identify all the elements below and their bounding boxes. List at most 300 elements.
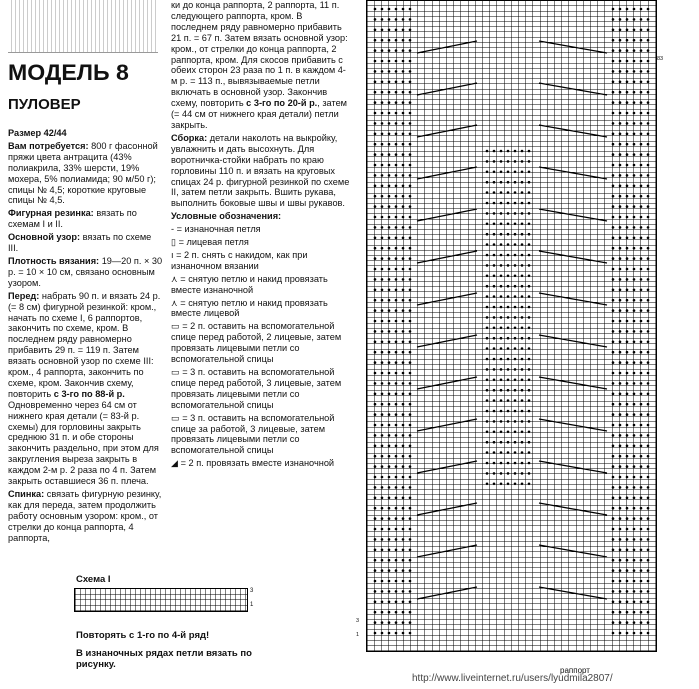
purl-dot (633, 60, 636, 63)
purl-dot (374, 528, 377, 531)
purl-dot (395, 393, 398, 396)
cable-stroke (539, 41, 607, 53)
purl-dot (402, 601, 405, 604)
purl-dot (612, 185, 615, 188)
purl-dot (626, 393, 629, 396)
purl-dot (640, 112, 643, 115)
purl-dot (612, 465, 615, 468)
purl-dot (640, 205, 643, 208)
purl-dot (612, 497, 615, 500)
purl-dot (612, 559, 615, 562)
purl-dot (388, 320, 391, 323)
purl-dot (514, 327, 517, 330)
purl-dot (647, 455, 650, 458)
purl-dot (633, 18, 636, 21)
purl-dot (395, 299, 398, 302)
purl-dot (388, 174, 391, 177)
cable-stroke (417, 125, 477, 137)
purl-dot (612, 49, 615, 52)
purl-dot (493, 212, 496, 215)
cable-stroke (539, 209, 607, 221)
purl-dot (374, 538, 377, 541)
purl-dot (374, 486, 377, 489)
purl-dot (395, 341, 398, 344)
purl-dot (619, 559, 622, 562)
purl-dot (409, 569, 412, 572)
purl-dot (381, 268, 384, 271)
purl-dot (409, 486, 412, 489)
back-continued: ки до конца раппорта, 2 раппорта, 11 п. следующего раппорта, кром. В последнем ряду равномерно прибавить 21 п. = 67 п. Затем вязать основной узор: кром., от стрелки до конца раппорта, 2 раппорта, кром. Для скосов прибавить с обеих сторон 23 раза по 1 п. в каждом 4-м р. = 113 п., вывязываемые петли включать в основной узор. Закончив схему, повторить с 3-го по 20-й р., затем (= 44 см от нижнего края детали) петли закрыть. (171, 0, 348, 130)
purl-dot (647, 143, 650, 146)
purl-dot (402, 507, 405, 510)
purl-dot (619, 497, 622, 500)
purl-dot (521, 191, 524, 194)
purl-dot (409, 205, 412, 208)
purl-dot (619, 195, 622, 198)
purl-dot (514, 171, 517, 174)
purl-dot (409, 8, 412, 11)
purl-dot (374, 8, 377, 11)
purl-dot (612, 330, 615, 333)
purl-dot (395, 445, 398, 448)
purl-dot (395, 486, 398, 489)
purl-dot (402, 632, 405, 635)
purl-dot (409, 122, 412, 125)
purl-dot (619, 580, 622, 583)
purl-dot (486, 472, 489, 475)
purl-dot (514, 347, 517, 350)
purl-dot (528, 160, 531, 163)
purl-dot (402, 60, 405, 63)
purl-dot (374, 112, 377, 115)
purl-dot (514, 223, 517, 226)
purl-dot (507, 316, 510, 319)
purl-dot (486, 451, 489, 454)
purl-dot (493, 254, 496, 257)
purl-dot (381, 341, 384, 344)
purl-dot (647, 351, 650, 354)
purl-dot (409, 361, 412, 364)
purl-dot (388, 538, 391, 541)
purl-dot (633, 559, 636, 562)
purl-dot (626, 517, 629, 520)
purl-dot (402, 621, 405, 624)
purl-dot (402, 497, 405, 500)
purl-dot (612, 413, 615, 416)
purl-dot (409, 91, 412, 94)
purl-dot (395, 101, 398, 104)
purl-dot (619, 216, 622, 219)
purl-dot (374, 372, 377, 375)
purl-dot (507, 150, 510, 153)
purl-dot (640, 8, 643, 11)
purl-dot (409, 320, 412, 323)
purl-dot (528, 243, 531, 246)
purl-dot (388, 476, 391, 479)
purl-dot (486, 202, 489, 205)
purl-dot (388, 517, 391, 520)
purl-dot (388, 29, 391, 32)
purl-dot (521, 254, 524, 257)
purl-dot (500, 441, 503, 444)
purl-dot (640, 226, 643, 229)
purl-dot (493, 483, 496, 486)
purl-dot (493, 202, 496, 205)
purl-dot (395, 590, 398, 593)
purl-dot (507, 327, 510, 330)
materials: Вам потребуется: 800 г фасонной пряжи цвета антрацита (43% полиакрила, 33% шерсти, 19% мохера, 5% полиамида; 90 м/50 г); спицы № 4,5; короткие круговые спицы № 4,5. (8, 140, 158, 206)
purl-dot (486, 295, 489, 298)
purl-dot (647, 122, 650, 125)
purl-dot (395, 247, 398, 250)
purl-dot (381, 393, 384, 396)
purl-dot (388, 49, 391, 52)
purl-dot (381, 434, 384, 437)
purl-dot (402, 528, 405, 531)
purl-dot (388, 60, 391, 63)
purl-dot (402, 216, 405, 219)
purl-dot (409, 517, 412, 520)
purl-dot (514, 285, 517, 288)
purl-dot (528, 431, 531, 434)
purl-dot (402, 91, 405, 94)
purl-dot (521, 347, 524, 350)
cable-stroke (417, 503, 477, 515)
purl-dot (514, 316, 517, 319)
purl-dot (381, 611, 384, 614)
purl-dot (374, 601, 377, 604)
purl-dot (381, 257, 384, 260)
purl-dot (395, 153, 398, 156)
purl-dot (514, 254, 517, 257)
purl-dot (619, 601, 622, 604)
purl-dot (521, 462, 524, 465)
purl-dot (507, 264, 510, 267)
purl-dot (388, 122, 391, 125)
purl-dot (374, 403, 377, 406)
purl-dot (388, 91, 391, 94)
purl-dot (647, 382, 650, 385)
purl-dot (507, 160, 510, 163)
purl-dot (388, 497, 391, 500)
purl-dot (381, 29, 384, 32)
purl-dot (507, 285, 510, 288)
purl-dot (395, 621, 398, 624)
purl-dot (640, 528, 643, 531)
purl-dot (640, 486, 643, 489)
purl-dot (633, 486, 636, 489)
scheme-1-title: Схема I (76, 574, 111, 585)
purl-dot (647, 611, 650, 614)
purl-dot (381, 361, 384, 364)
purl-dot (388, 133, 391, 136)
purl-dot (633, 507, 636, 510)
purl-dot (612, 216, 615, 219)
purl-dot (626, 216, 629, 219)
purl-dot (402, 361, 405, 364)
purl-dot (395, 497, 398, 500)
purl-dot (626, 153, 629, 156)
purl-dot (486, 150, 489, 153)
purl-dot (374, 413, 377, 416)
purl-dot (647, 632, 650, 635)
purl-dot (647, 91, 650, 94)
purl-dot (493, 462, 496, 465)
purl-dot (409, 611, 412, 614)
purl-dot (402, 247, 405, 250)
purl-dot (374, 143, 377, 146)
purl-dot (388, 289, 391, 292)
legend-item: ⋏ = снятую петлю и накид провязать вместе лицевой (171, 297, 328, 319)
purl-dot (500, 368, 503, 371)
cable-stroke (417, 335, 477, 347)
purl-dot (409, 81, 412, 84)
purl-dot (486, 347, 489, 350)
purl-dot (612, 382, 615, 385)
purl-dot (521, 410, 524, 413)
purl-dot (374, 153, 377, 156)
purl-dot (507, 243, 510, 246)
purl-dot (486, 410, 489, 413)
repeat-label: раппорт (560, 666, 590, 675)
purl-dot (507, 472, 510, 475)
purl-dot (402, 289, 405, 292)
purl-dot (528, 379, 531, 382)
purl-dot (486, 306, 489, 309)
cable-stroke (417, 461, 477, 473)
purl-dot (486, 160, 489, 163)
purl-dot (612, 60, 615, 63)
purl-dot (633, 8, 636, 11)
purl-dot (409, 299, 412, 302)
purl-dot (500, 389, 503, 392)
purl-dot (500, 285, 503, 288)
purl-dot (500, 171, 503, 174)
purl-dot (528, 316, 531, 319)
purl-dot (619, 8, 622, 11)
chart-row-3: 3 (356, 618, 360, 624)
purl-dot (640, 289, 643, 292)
purl-dot (633, 112, 636, 115)
purl-dot (640, 434, 643, 437)
purl-dot (647, 445, 650, 448)
purl-dot (612, 601, 615, 604)
purl-dot (500, 327, 503, 330)
purl-dot (374, 39, 377, 42)
purl-dot (500, 233, 503, 236)
purl-dot (500, 202, 503, 205)
purl-dot (381, 538, 384, 541)
purl-dot (395, 60, 398, 63)
purl-dot (381, 590, 384, 593)
purl-dot (395, 330, 398, 333)
purl-dot (388, 559, 391, 562)
purl-dot (493, 306, 496, 309)
purl-dot (374, 361, 377, 364)
purl-dot (493, 285, 496, 288)
purl-dot (402, 309, 405, 312)
purl-dot (381, 320, 384, 323)
purl-dot (514, 264, 517, 267)
purl-dot (493, 399, 496, 402)
purl-dot (374, 424, 377, 427)
purl-dot (626, 486, 629, 489)
purl-dot (647, 569, 650, 572)
purl-dot (626, 39, 629, 42)
purl-dot (612, 632, 615, 635)
purl-dot (493, 275, 496, 278)
purl-dot (640, 632, 643, 635)
purl-dot (626, 195, 629, 198)
middle-column (171, 0, 351, 471)
purl-dot (402, 382, 405, 385)
purl-dot (640, 330, 643, 333)
purl-dot (395, 237, 398, 240)
purl-dot (500, 306, 503, 309)
purl-dot (402, 424, 405, 427)
purl-dot (626, 341, 629, 344)
purl-dot (633, 309, 636, 312)
purl-dot (388, 393, 391, 396)
purl-dot (619, 70, 622, 73)
back-instructions: Спинка: связать фигурную резинку, как для переда, затем продолжить работу основным узором: кром., от стрелки до конца раппорта, 4 раппорта, (8, 489, 162, 543)
purl-dot (409, 18, 412, 21)
purl-dot (493, 233, 496, 236)
purl-dot (647, 330, 650, 333)
purl-dot (388, 351, 391, 354)
purl-dot (409, 601, 412, 604)
purl-dot (402, 39, 405, 42)
purl-dot (486, 264, 489, 267)
purl-dot (388, 403, 391, 406)
purl-dot (409, 393, 412, 396)
purl-dot (507, 462, 510, 465)
purl-dot (500, 431, 503, 434)
purl-dot (640, 424, 643, 427)
purl-dot (633, 382, 636, 385)
purl-dot (619, 185, 622, 188)
purl-dot (647, 278, 650, 281)
purl-dot (612, 517, 615, 520)
purl-dot (640, 91, 643, 94)
purl-dot (395, 91, 398, 94)
purl-dot (626, 465, 629, 468)
purl-dot (486, 212, 489, 215)
purl-dot (633, 601, 636, 604)
purl-dot (633, 205, 636, 208)
purl-dot (374, 91, 377, 94)
purl-dot (395, 18, 398, 21)
scheme-1-row-1: 1 (250, 602, 254, 608)
purl-dot (612, 538, 615, 541)
purl-dot (374, 247, 377, 250)
purl-dot (381, 372, 384, 375)
purl-dot (500, 410, 503, 413)
purl-dot (388, 205, 391, 208)
purl-dot (374, 465, 377, 468)
purl-dot (640, 174, 643, 177)
purl-dot (647, 216, 650, 219)
purl-dot (514, 451, 517, 454)
purl-dot (395, 226, 398, 229)
purl-dot (633, 517, 636, 520)
purl-dot (521, 441, 524, 444)
purl-dot (507, 389, 510, 392)
purl-dot (388, 81, 391, 84)
purl-dot (409, 247, 412, 250)
purl-dot (409, 153, 412, 156)
purl-dot (640, 278, 643, 281)
purl-dot (486, 462, 489, 465)
scheme-1-repeat: Повторять с 1-го по 4-й ряд! (76, 630, 210, 641)
purl-dot (612, 434, 615, 437)
purl-dot (500, 347, 503, 350)
purl-dot (388, 164, 391, 167)
instructions-part-1 (8, 128, 164, 546)
purl-dot (402, 393, 405, 396)
purl-dot (409, 39, 412, 42)
purl-dot (647, 185, 650, 188)
legend-item: ⋏ = снятую петлю и накид провязать вместе изнаночной (171, 273, 328, 295)
purl-dot (640, 351, 643, 354)
purl-dot (633, 164, 636, 167)
purl-dot (388, 465, 391, 468)
purl-dot (612, 8, 615, 11)
purl-dot (395, 143, 398, 146)
purl-dot (514, 399, 517, 402)
purl-dot (633, 91, 636, 94)
purl-dot (388, 299, 391, 302)
purl-dot (374, 632, 377, 635)
cable-stroke (417, 545, 477, 557)
purl-dot (626, 372, 629, 375)
purl-dot (633, 299, 636, 302)
purl-dot (381, 413, 384, 416)
purl-dot (381, 164, 384, 167)
purl-dot (612, 164, 615, 167)
purl-dot (612, 289, 615, 292)
purl-dot (619, 465, 622, 468)
purl-dot (374, 185, 377, 188)
purl-dot (409, 372, 412, 375)
purl-dot (374, 216, 377, 219)
purl-dot (633, 580, 636, 583)
purl-dot (409, 341, 412, 344)
purl-dot (374, 268, 377, 271)
purl-dot (486, 358, 489, 361)
purl-dot (409, 29, 412, 32)
scheme-1 (74, 574, 254, 684)
purl-dot (619, 413, 622, 416)
purl-dot (528, 399, 531, 402)
purl-dot (486, 275, 489, 278)
purl-dot (619, 372, 622, 375)
purl-dot (626, 8, 629, 11)
purl-dot (626, 621, 629, 624)
purl-dot (402, 465, 405, 468)
purl-dot (409, 455, 412, 458)
purl-dot (528, 275, 531, 278)
purl-dot (395, 351, 398, 354)
purl-dot (514, 379, 517, 382)
purl-dot (402, 611, 405, 614)
purl-dot (521, 223, 524, 226)
purl-dot (507, 379, 510, 382)
purl-dot (612, 174, 615, 177)
purl-dot (500, 212, 503, 215)
purl-dot (612, 424, 615, 427)
purl-dot (626, 497, 629, 500)
